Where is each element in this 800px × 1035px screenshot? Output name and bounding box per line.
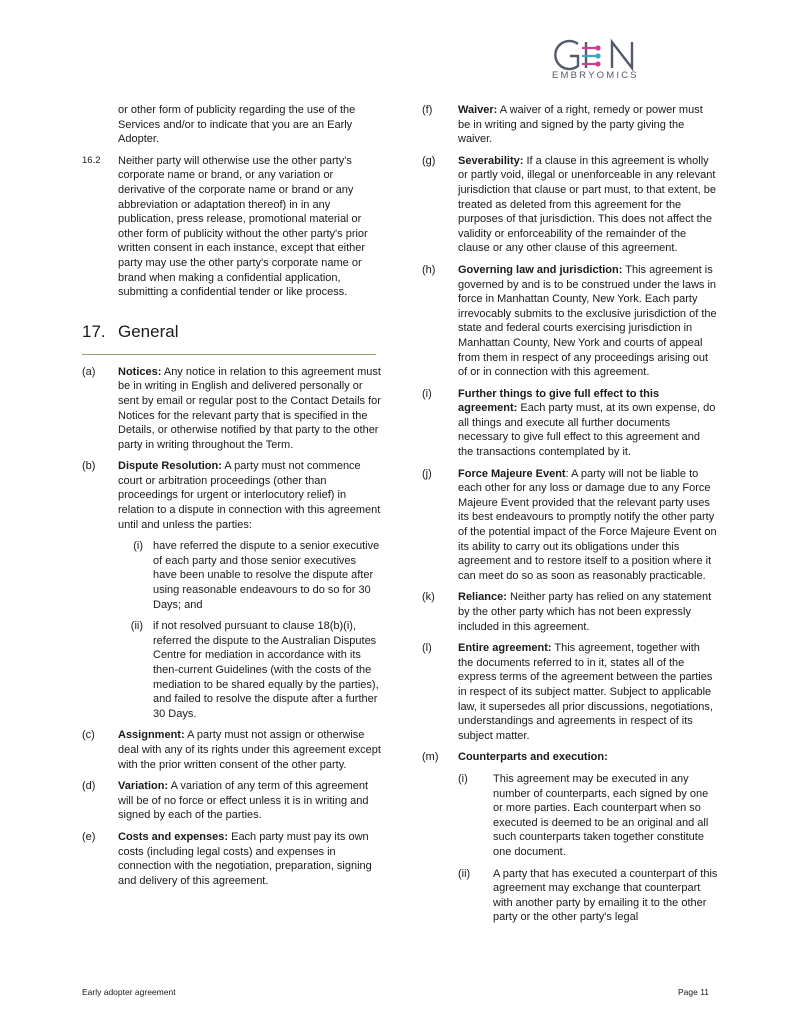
clause-text: A variation of any term of this agreement will be of no force or effect unless it is in writing and signed by each of the parties. <box>118 780 369 822</box>
clause-i <box>422 387 718 460</box>
clause-head: Variation: <box>118 780 169 793</box>
section-title: General <box>118 321 179 341</box>
clause-d <box>82 779 382 823</box>
clause-number: (g) <box>422 154 436 167</box>
clause-f <box>422 103 718 147</box>
clause-number: (d) <box>82 780 96 793</box>
clause-head: Governing law and jurisdiction: <box>458 263 623 276</box>
subclause-number: (i) <box>133 540 143 553</box>
clause-text: This agreement, together with the documents referred to in it, states all of the express terms of the agreement between the parties in respect of its subject matter. Subject to applicable law, it supersedes all prior discussions, negotiations, understandings and agreements in respect of its subject matter. <box>458 642 713 742</box>
clause-e <box>82 830 382 888</box>
clause-text: Any notice in relation to this agreement must be in writing in English and delivered personally or sent by email or regular post to the Contact Details for Notices for the relevant party that is specified in the Details, or otherwise notified by that party to the other party in writing throughout the Term. <box>118 365 381 451</box>
subclause-text: have referred the dispute to a senior executive of each party and those senior executives have been unable to resolve the dispute after using reasonable endeavours to do so for 30 Days; and <box>153 540 380 611</box>
clause-head: Entire agreement: <box>458 642 552 655</box>
footer-document-title: Early adopter agreement <box>82 987 176 997</box>
heading-rule <box>82 354 376 355</box>
clause-number: (h) <box>422 263 436 276</box>
clause-a <box>82 365 382 453</box>
subclause-m-ii <box>458 867 718 925</box>
clause-number: (a) <box>82 365 96 378</box>
clause-text: Each party must pay its own costs (including legal costs) and expenses in connection with the negotiation, preparation, signing and delivery of this agreement. <box>118 830 372 887</box>
clause-head: Notices: <box>118 365 162 378</box>
clause-number: (j) <box>422 467 432 480</box>
clause-head: Further things to give full effect to this agreement: <box>458 387 660 415</box>
clause-c <box>82 728 382 772</box>
clause-number: (c) <box>82 729 95 742</box>
footer-page-number: Page 11 <box>678 987 710 997</box>
subclause-text: if not resolved pursuant to clause 18(b)(i), referred the dispute to the Australian Disputes Centre for mediation in accordance with its then-current Guidelines (with the costs of the mediation to be shared equally by the parties), and failed to resolve the dispute after a further 30 Days. <box>153 620 379 720</box>
clause-b <box>82 459 382 532</box>
clause-text: A party must not commence court or arbitration proceedings (other than proceedings for urgent or interlocutory relief) in relation to a dispute in connection with this agreement until and unless the parties: <box>118 460 381 531</box>
subclause-m-i <box>458 772 718 860</box>
clause-h <box>422 263 718 380</box>
clause-text: A party must not assign or otherwise deal with any of its rights under this agreement except with the prior written consent of the other party. <box>118 729 381 771</box>
section-number: 17. <box>82 321 106 341</box>
subclause-b-ii <box>118 619 382 721</box>
clause-head: Costs and expenses: <box>118 830 229 843</box>
clause-number: 16.2 <box>82 154 101 166</box>
clause-text: : A party will not be liable to each other for any loss or damage due to any Force Majeure Event provided that the relevant party uses its best endeavours to promptly notify the other party of the potential impact of the Force Majeure Event on its ability to carry out its obligations under this agreement and to restore itself to a position where it can meet do so as soon as reasonably practicable. <box>458 467 717 582</box>
clause-head: Severability: <box>458 154 524 167</box>
clause-head: Dispute Resolution: <box>118 460 222 473</box>
clause-text: A waiver of a right, remedy or power must be in writing and signed by the party giving the waiver. <box>458 104 703 146</box>
clause-continuation: or other form of publicity regarding the use of the Services and/or to indicate that you are an Early Adopter. <box>118 104 356 146</box>
clause-number: (k) <box>422 591 435 604</box>
clause-text: Neither party will otherwise use the other party's corporate name or brand, or any variation or derivative of the corporate name or brand or any abbreviation or adaptation thereof) in in any publication, press release, promotional material or other form of publicity without the other party's prior written consent in each instance, except that either party may use the other party's corporate name or brand when making a confidential application, submitting a confidential tender or like process. <box>118 154 368 299</box>
clause-number: (e) <box>82 830 96 843</box>
subclause-number: (i) <box>458 772 468 785</box>
clause-m <box>422 750 718 765</box>
clause-l <box>422 641 718 743</box>
subclause-b-i <box>118 539 382 612</box>
subclause-text: This agreement may be executed in any number of counterparts, each signed by one or more parties. Each counterpart when so executed is deemed to be an original and all such counterparts taken together constitute one document. <box>493 772 709 858</box>
clause-number: (l) <box>422 642 432 655</box>
clause-k <box>422 590 718 634</box>
clause-text: This agreement is governed by and is to be construed under the laws in force in Manhattan County, New York. Each party irrevocably submits to the exclusive jurisdiction of the state and federal courts exercising jurisdiction in Manhattan County, New York and courts of appeal from them in respect of any proceedings arising out of or in connection with this agreement. <box>458 263 717 379</box>
clause-16-2 <box>82 154 382 300</box>
clause-text: If a clause in this agreement is wholly or partly void, illegal or unenforceable in any relevant jurisdiction that clause or part must, to that extent, be treated as deleted from this agreement for the purposes of that jurisdiction. This does not affect the validity or enforceability of the remainder of the clause or any other clause of this agreement. <box>458 154 717 255</box>
clause-number: (i) <box>422 387 432 400</box>
clause-head: Assignment: <box>118 729 185 742</box>
logo-wordmark: EMBRYOMICS <box>552 70 639 81</box>
clause-number: (f) <box>422 104 433 116</box>
clause-head: Counterparts and execution: <box>458 751 608 764</box>
clause-g <box>422 154 718 256</box>
left-column <box>82 103 382 888</box>
clause-number: (b) <box>82 460 96 473</box>
clause-number: (m) <box>422 751 439 764</box>
clause-head: Reliance: <box>458 591 507 604</box>
clause-j <box>422 467 718 584</box>
clause-text: Each party must, at its own expense, do all things and execute all further documents necessary to give full effect to this agreement and the transactions contemplated by it. <box>458 402 716 459</box>
section-heading <box>82 322 382 342</box>
subclause-text: A party that has executed a counterpart of this agreement may exchange that counterpart with another party by emailing it to the other party or the other party's legal <box>493 867 718 924</box>
subclause-number: (ii) <box>130 620 143 633</box>
subclause-number: (ii) <box>458 867 471 880</box>
clause-head: Waiver: <box>458 104 498 116</box>
clause-head: Force Majeure Event <box>458 467 566 480</box>
clause-text: Neither party has relied on any statement by the other party which has not been expressly included in this agreement. <box>458 591 712 633</box>
right-column <box>422 103 718 925</box>
